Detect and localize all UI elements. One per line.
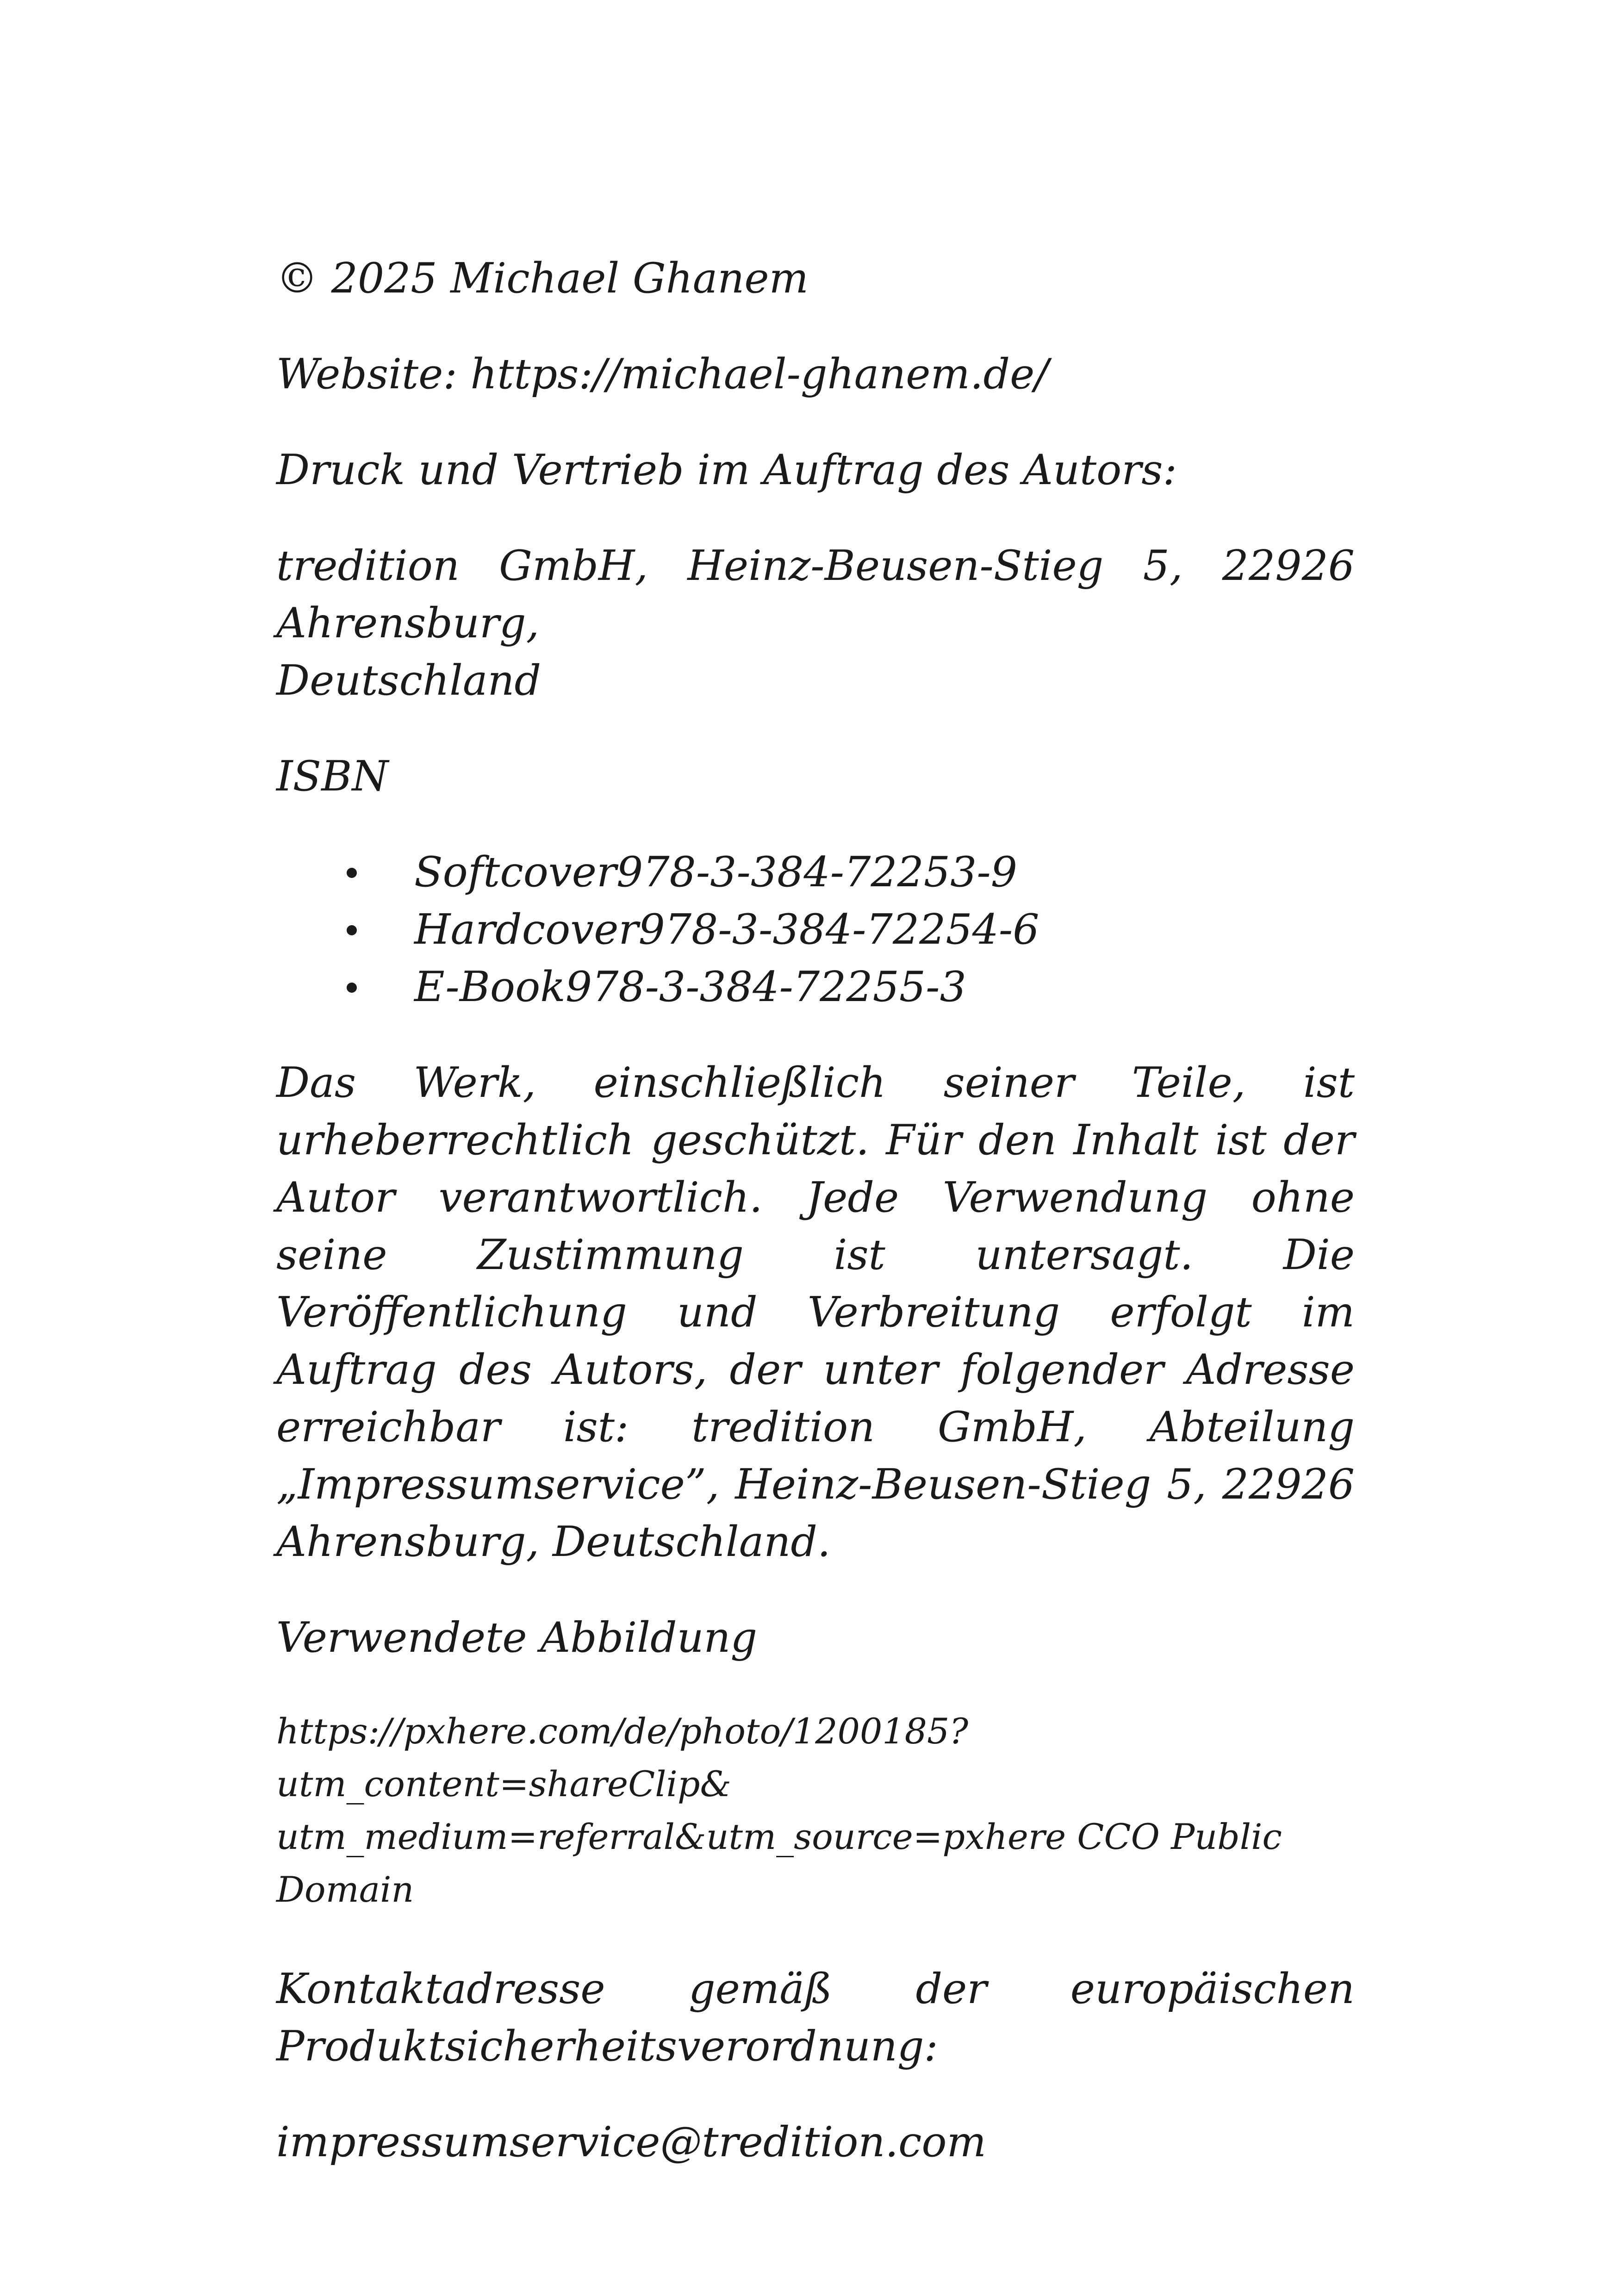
- isbn-item-text: Hardcover978-3-384-72254-6: [414, 905, 1039, 954]
- contact-word: europäischen: [1070, 1965, 1355, 2013]
- isbn-list: [276, 844, 1355, 1016]
- isbn-item-text: E-Book978-3-384-72255-3: [414, 963, 966, 1011]
- contact-heading-line2: Produktsicherheitsverordnung:: [276, 2022, 938, 2071]
- image-source: [276, 1705, 1355, 1916]
- isbn-item-softcover: [276, 844, 1355, 901]
- bullet-icon: [347, 868, 357, 878]
- isbn-item-text: Softcover978-3-384-72253-9: [414, 848, 1018, 896]
- contact-heading: [276, 1960, 1355, 2075]
- isbn-item-hardcover: [276, 901, 1355, 958]
- contact-word: gemäß: [689, 1965, 833, 2013]
- copyright-notice: Das Werk, einschließlich seiner Teile, ist urheberrechtlich geschützt. Für den Inhalt ist der Autor verantwortlich. Jede Verwendung ohne seine Zustimmung ist untersagt. Die Veröffentlichung und Verbreitung erfolgt im Auftrag des Autors, der unter folgender Adresse erreichbar ist: tredition GmbH, Abteilung „Impressumservice”, Heinz-Beusen-Stieg 5, 22926 Ahrensburg, Deutschland.: [276, 1058, 1355, 1566]
- copyright-line: © 2025 Michael Ghanem: [276, 254, 809, 303]
- publisher-address-line2: Deutschland: [276, 656, 541, 705]
- isbn-heading: ISBN: [276, 752, 389, 801]
- image-heading: Verwendete Abbildung: [276, 1613, 758, 1662]
- publisher-address-text: tredition GmbH, Heinz-Beusen-Stieg 5, 22926 Ahrensburg,: [276, 541, 1355, 647]
- contact-email: impressumservice@tredition.com: [276, 2118, 986, 2166]
- imprint-page: [276, 250, 1355, 2209]
- contact-word: der: [915, 1965, 987, 2013]
- bullet-icon: [347, 983, 357, 993]
- publisher-address-line1: [276, 537, 1355, 652]
- website-line: Website: https://michael-ghanem.de/: [276, 350, 1049, 398]
- print-distribution-line: Druck und Vertrieb im Auftrag des Autors:: [276, 446, 1177, 494]
- bullet-icon: [347, 925, 357, 935]
- publisher-address: [276, 537, 1355, 709]
- image-source-line2: utm_medium=referral&utm_source=pxhere CCO Public Domain: [276, 1816, 1282, 1910]
- image-source-line1: https://pxhere.com/de/photo/1200185?utm_content=shareClip&: [276, 1711, 969, 1804]
- isbn-item-ebook: [276, 958, 1355, 1016]
- contact-word: Kontaktadresse: [276, 1965, 605, 2013]
- contact-heading-line1: [276, 1960, 1355, 2018]
